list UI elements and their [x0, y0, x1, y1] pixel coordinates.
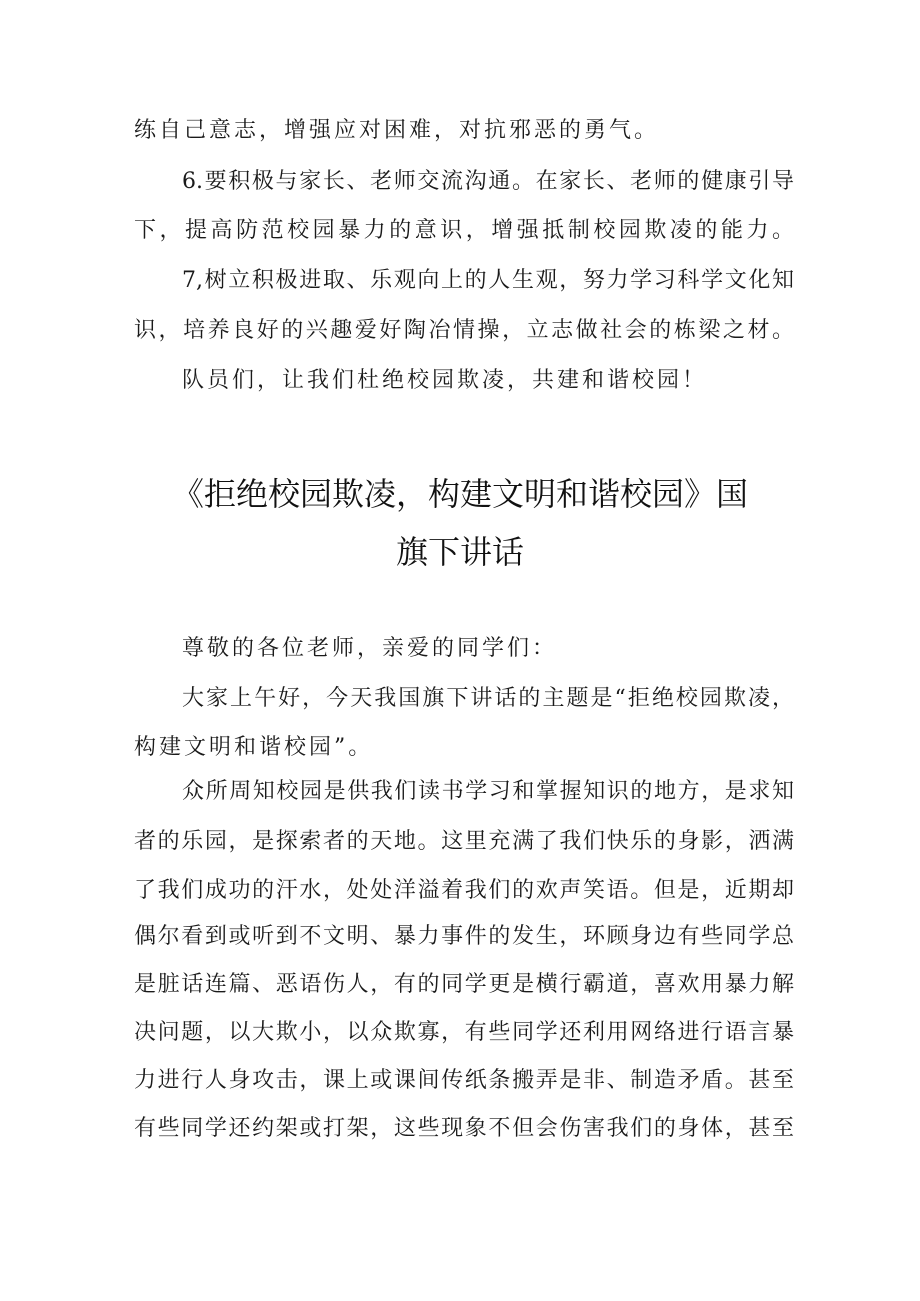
salutation: 尊敬的各位老师，亲爱的同学们：	[182, 636, 558, 661]
body-line: 决问题，以大欺小，以众欺寡，有些同学还利用网络进行语言暴	[134, 1020, 794, 1045]
body-line: 了我们成功的汗水，处处洋溢着我们的欢声笑语。但是，近期却	[134, 878, 794, 903]
list-item-7-line-1: 7,树立积极进取、乐观向上的人生观，努力学习科学文化知	[182, 268, 794, 293]
list-item-6-line-2: 下，提高防范校园暴力的意识，增强抵制校园欺凌的能力。	[134, 218, 794, 243]
list-item-6-line-1: 6.要积极与家长、老师交流沟通。在家长、老师的健康引导	[182, 169, 794, 194]
list-item-7-line-2: 识，培养良好的兴趣爱好陶冶情操，立志做社会的栋梁之材。	[134, 318, 794, 343]
speech-title-line-1: 《拒绝校园欺凌，构建文明和谐校园》国	[171, 475, 748, 513]
speech-title-line-2: 旗下讲话	[395, 533, 524, 571]
body-line: 者的乐园，是探索者的天地。这里充满了我们快乐的身影，洒满	[134, 829, 794, 854]
body-line: 偶尔看到或听到不文明、暴力事件的发生，环顾身边有些同学总	[134, 924, 794, 949]
body-line: 构建文明和谐校园”。	[134, 735, 374, 760]
body-line: 有些同学还约架或打架，这些现象不但会伤害我们的身体，甚至	[134, 1116, 794, 1141]
body-line: 力进行人身攻击，课上或课间传纸条搬弄是非、制造矛盾。甚至	[134, 1068, 794, 1093]
paragraph-line: 练自己意志，增强应对困难，对抗邪恶的勇气。	[134, 118, 660, 143]
body-line: 众所周知校园是供我们读书学习和掌握知识的地方，是求知	[182, 779, 794, 804]
closing-line: 队员们，让我们杜绝校园欺凌，共建和谐校园！	[182, 368, 708, 393]
body-line: 大家上午好，今天我国旗下讲话的主题是“拒绝校园欺凌，	[182, 686, 794, 711]
body-line: 是脏话连篇、恶语伤人，有的同学更是横行霸道，喜欢用暴力解	[134, 972, 794, 997]
